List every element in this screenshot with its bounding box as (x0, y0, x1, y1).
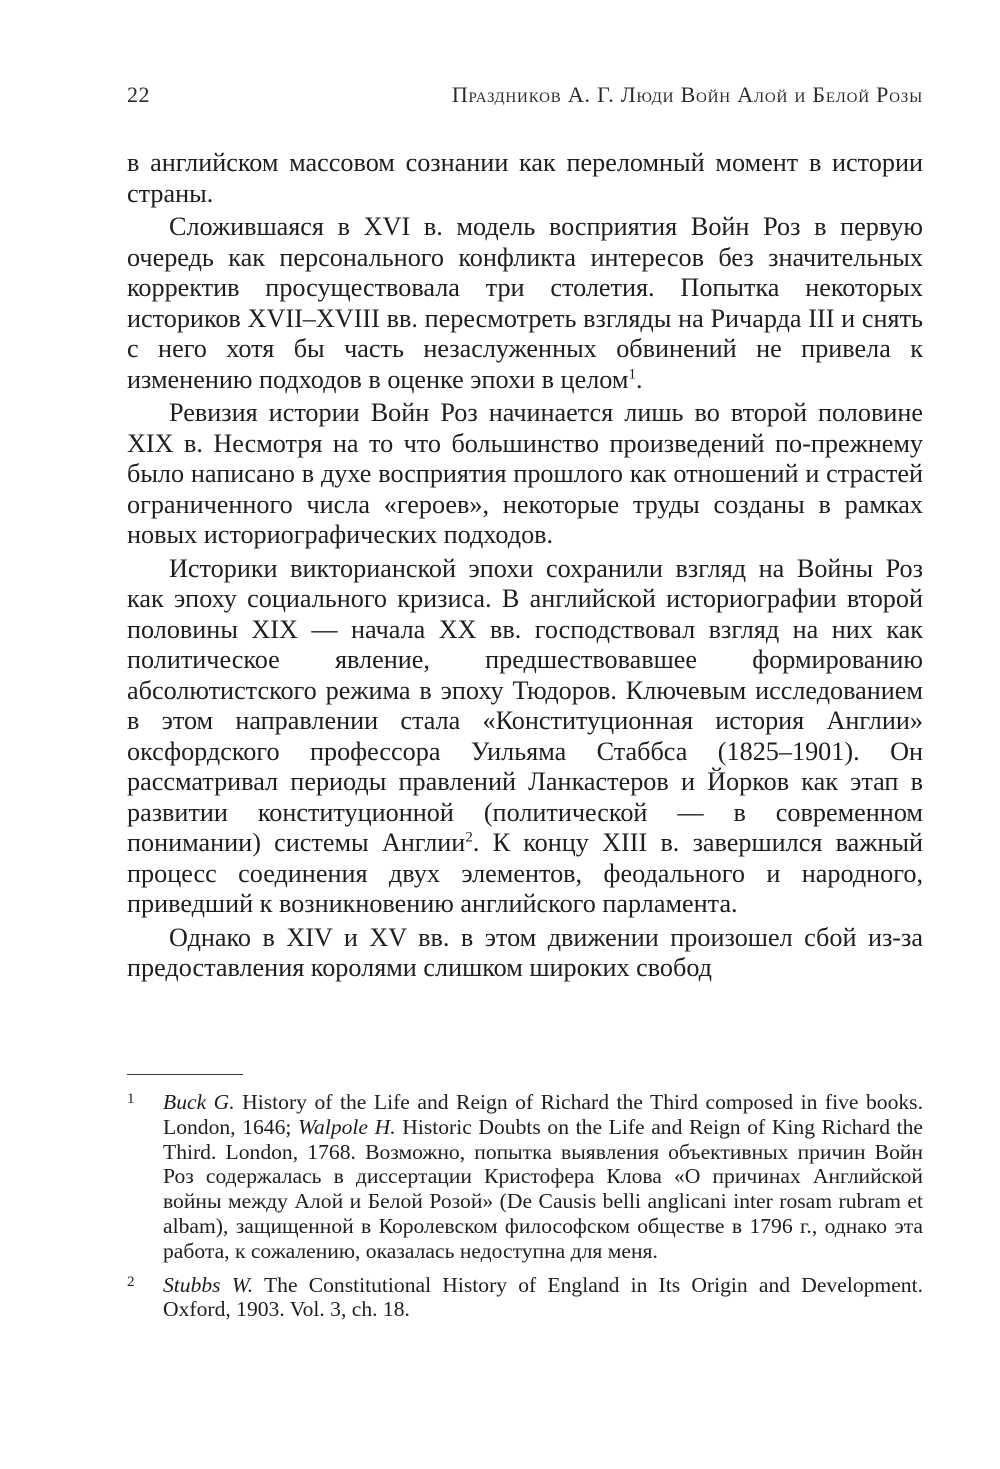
paragraph-4-text: Историки викторианской эпохи сохранили взгляд на Войны Роз как эпоху социального кризиса. В английской историографии второй половины XIX — начала XX вв. господствовал взгляд на них как политическое явление, предшествовавшее формированию абсолютистского режима в эпоху Тюдоров. Ключевым исследованием в этом направлении стала «Конституционная история Англии» оксфордского профессора Уильяма Стаббса (1825–1901). Он рассматривал периоды правлений Ланкастеров и Йорков как этап в развитии конституционной (политической — в современном понимании) системы Англии (127, 553, 923, 857)
main-text (127, 148, 923, 987)
paragraph-2-end: . (635, 364, 643, 394)
paragraph-1: в английском массовом сознании как переломный момент в истории страны. (127, 148, 923, 208)
paragraph-4-continuation: К концу XIII в. завершился важный процесс соединения двух элементов, феодального и народного, приведший к возникновению английского парламента. (127, 828, 923, 918)
footnote-text: The Constitutional History of England in Its Origin and Development. Oxford, 1903. Vol. 3, ch. 18. (163, 1272, 923, 1322)
page-number: 22 (127, 82, 150, 107)
footnote-text: History of the Life and Reign of Richard the Third composed in five books. London, 1646; (163, 1090, 923, 1139)
footnote-number: 2 (127, 1273, 135, 1290)
footnote-2 (127, 1273, 923, 1323)
paragraph-2-text: Сложившаяся в XVI в. модель восприятия Войн Роз в первую очередь как персонального конфликта интересов без значительных корректив просуществовала три столетия. Попытка некоторых историков XVII–XVIII вв. пересмотреть взгляды на Ричарда III и снять с него хотя бы часть незаслуженных обвинений не привела к изменению подходов в оценке эпохи в целом (127, 212, 923, 394)
paragraph-3: Ревизия истории Войн Роз начинается лишь во второй половине XIX в. Несмотря на то что большинство произведений по-прежнему было написано в духе восприятия прошлого как отношений и страстей ограниченного числа «героев», некоторые труды созданы в рамках новых историографических подходов. (127, 398, 923, 549)
footnote-number: 1 (127, 1091, 135, 1107)
footnote-author: Stubbs W. (163, 1272, 254, 1297)
paragraph-4 (127, 554, 923, 920)
footnote-1 (127, 1090, 923, 1264)
paragraph-5: Однако в XIV и XV вв. в этом движении произошел сбой из-за предоставления королями слишком широких свобод (127, 922, 923, 982)
footnote-author: Walpole H. (298, 1114, 396, 1139)
footnote-separator (127, 1074, 243, 1075)
footnote-text: Historic Doubts on the Life and Reign of King Richard the Third. London, 1768. Возможно, попытка выявления объективных причин Войн Роз содержалась в диссертации Кристофера Клова «О причинах Английской войны между Алой и Белой Розой» (De Causis belli anglicani inter rosam rubram et albam), защищенной в Королевском философском обществе в 1796 г., однако эта работа, к сожалению, оказалась недоступна для меня. (163, 1114, 924, 1263)
paragraph-4-end: . (472, 828, 480, 857)
running-head (127, 82, 923, 118)
footnote-ref-1[interactable]: 1 (628, 365, 636, 382)
paragraph-2 (127, 212, 923, 395)
running-title: Праздников А. Г. Люди Войн Алой и Белой Розы (451, 82, 923, 107)
footnote-author: Buck G. (163, 1090, 235, 1114)
footnote-ref-2[interactable]: 2 (465, 829, 473, 846)
footnotes (127, 1090, 923, 1331)
